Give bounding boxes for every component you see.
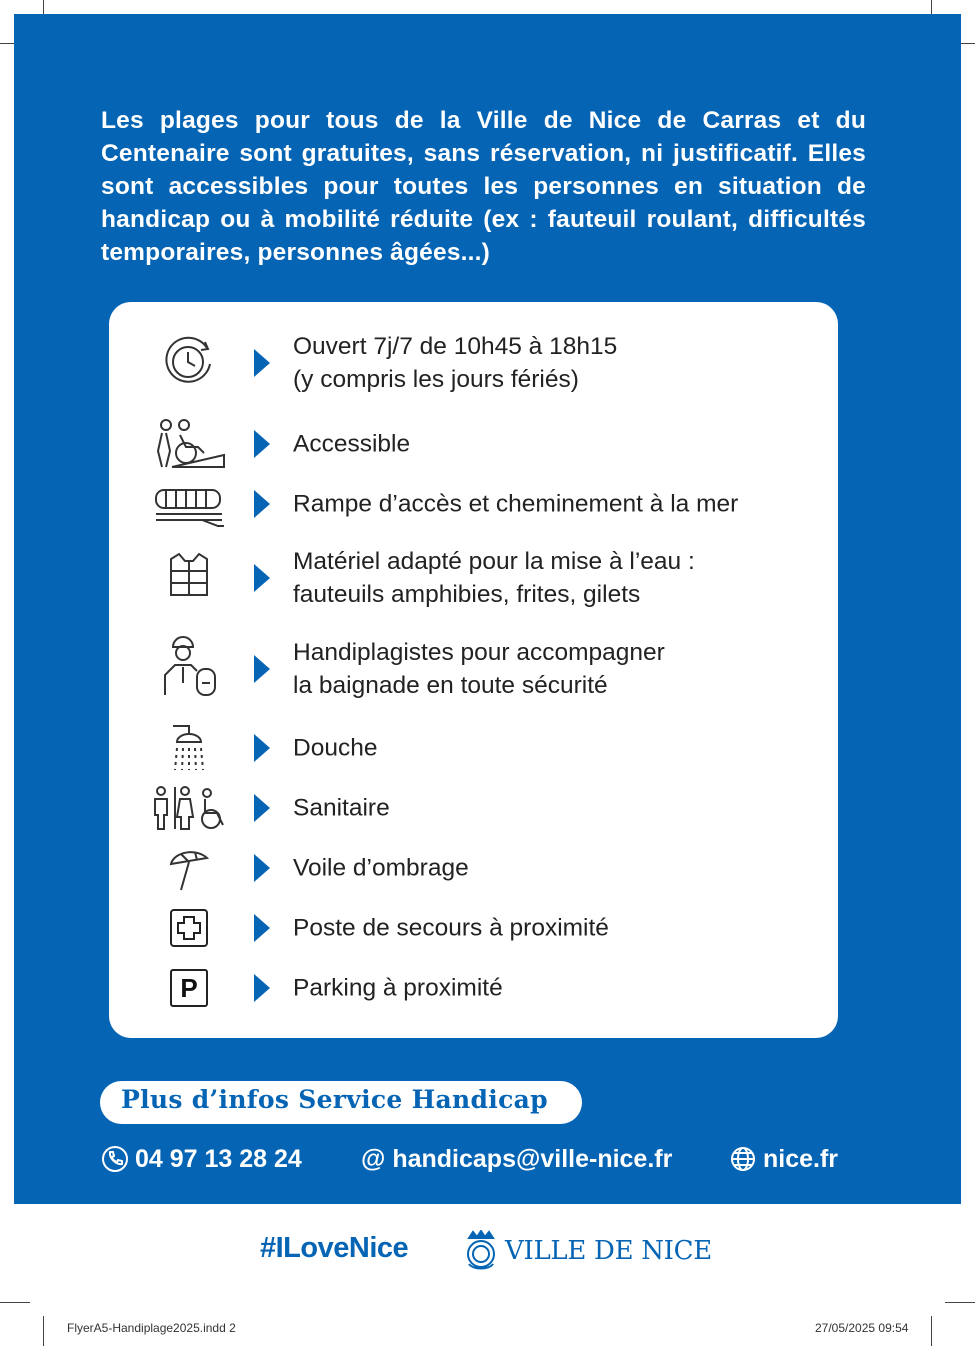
features-card xyxy=(109,302,838,1038)
feature-text: Poste de secours à proximité xyxy=(293,914,609,942)
website-url: nice.fr xyxy=(763,1144,839,1173)
chevron-right-icon xyxy=(254,430,270,458)
file-slug: FlyerA5-Handiplage2025.indd 2 xyxy=(67,1321,236,1335)
phone-number: 04 97 13 28 24 xyxy=(135,1144,302,1173)
feature-text xyxy=(293,330,617,396)
crop-mark xyxy=(0,1302,30,1303)
lifeguard-icon xyxy=(149,635,229,695)
accessibility-ramp-icon xyxy=(149,414,229,474)
feature-text: Parking à proximité xyxy=(293,974,503,1002)
city-crest-icon xyxy=(463,1230,499,1272)
phone-contact[interactable] xyxy=(101,1142,302,1176)
chevron-right-icon xyxy=(254,490,270,518)
beach-mat-ramp-icon xyxy=(149,474,229,534)
feature-text xyxy=(293,636,665,702)
clock-icon xyxy=(149,330,229,390)
feature-row xyxy=(109,474,838,534)
feature-line: la baignade en toute sécurité xyxy=(293,672,608,699)
shower-icon xyxy=(149,718,229,778)
crop-mark xyxy=(945,1302,975,1303)
feature-text: Accessible xyxy=(293,430,411,458)
feature-text: Douche xyxy=(293,734,378,762)
feature-row xyxy=(109,898,838,958)
crop-mark xyxy=(43,1316,44,1346)
feature-row xyxy=(109,838,838,898)
feature-line: fauteuils amphibies, frites, gilets xyxy=(293,581,641,608)
feature-text: Sanitaire xyxy=(293,794,390,822)
first-aid-icon xyxy=(149,898,229,958)
feature-row xyxy=(109,778,838,838)
feature-row xyxy=(109,958,838,1018)
chevron-right-icon xyxy=(254,349,270,377)
umbrella-icon xyxy=(149,838,229,898)
feature-text: Rampe d’accès et cheminement à la mer xyxy=(293,490,739,518)
email-contact[interactable] xyxy=(361,1142,672,1176)
parking-icon xyxy=(149,958,229,1018)
parking-letter: P xyxy=(170,969,208,1007)
globe-icon xyxy=(729,1145,757,1173)
feature-text xyxy=(293,545,695,611)
feature-row xyxy=(109,635,838,703)
city-logo xyxy=(463,1230,712,1272)
phone-icon xyxy=(101,1145,129,1173)
website-contact[interactable] xyxy=(729,1142,838,1176)
feature-line: Matériel adapté pour la mise à l’eau : xyxy=(293,548,695,575)
life-jacket-icon xyxy=(149,545,229,605)
email-address: @ handicaps@ville-nice.fr xyxy=(361,1144,673,1173)
restroom-icon xyxy=(149,778,229,838)
hashtag: #ILoveNice xyxy=(260,1232,409,1264)
feature-row xyxy=(109,718,838,778)
chevron-right-icon xyxy=(254,564,270,592)
chevron-right-icon xyxy=(254,974,270,1002)
info-title-pill xyxy=(100,1081,582,1124)
feature-line: Ouvert 7j/7 de 10h45 à 18h15 xyxy=(293,333,618,360)
feature-line: (y compris les jours fériés) xyxy=(293,366,579,393)
feature-text: Voile d’ombrage xyxy=(293,854,469,882)
city-name: VILLE DE NICE xyxy=(505,1236,712,1266)
info-title: Plus d’infos Service Handicap xyxy=(121,1085,548,1114)
feature-row xyxy=(109,414,838,474)
chevron-right-icon xyxy=(254,854,270,882)
chevron-right-icon xyxy=(254,914,270,942)
feature-line: Handiplagistes pour accompagner xyxy=(293,639,665,666)
intro-text: Les plages pour tous de la Ville de Nice de Carras et du Centenaire sont gratuites, sans réservation, ni justificatif. Elles sont accessibles pour toutes les personnes en situation de handicap ou à mobilité réduite (ex : fauteuil roulant, difficultés temporaires, personnes âgées...) xyxy=(101,107,866,266)
crop-mark xyxy=(931,1316,932,1346)
feature-row xyxy=(109,545,838,611)
chevron-right-icon xyxy=(254,655,270,683)
chevron-right-icon xyxy=(254,794,270,822)
feature-row xyxy=(109,330,838,396)
date-slug: 27/05/2025 09:54 xyxy=(815,1321,909,1335)
chevron-right-icon xyxy=(254,734,270,762)
